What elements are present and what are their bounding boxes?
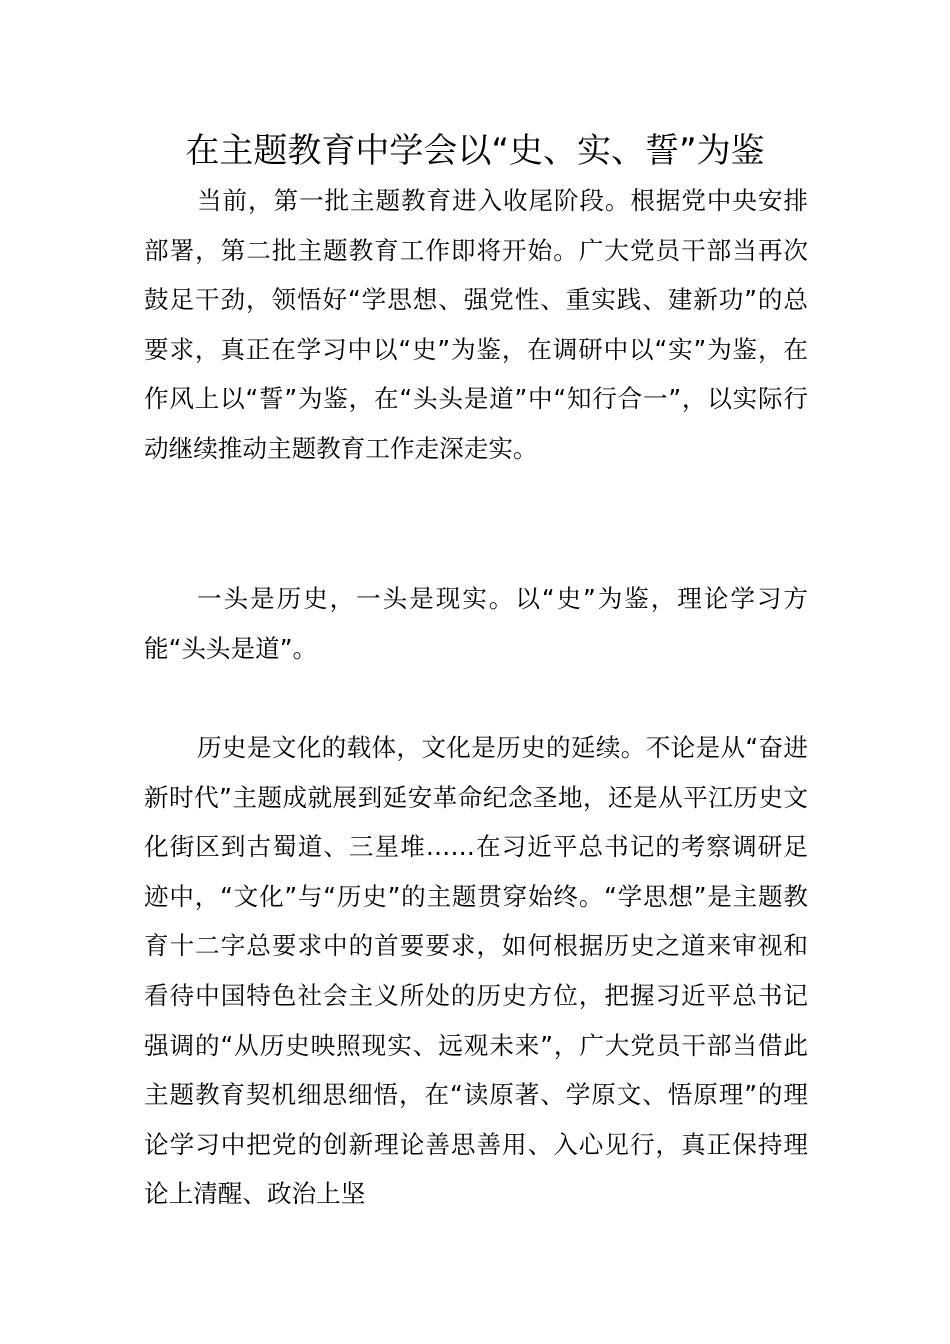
paragraph-history-heading: 一头是历史，一头是现实。以“史”为鉴，理论学习方能“头头是道”。 — [144, 584, 808, 663]
paragraph-intro: 当前，第一批主题教育进入收尾阶段。根据党中央安排部署，第二批主题教育工作即将开始。广大党员干部当再次鼓足干劲，领悟好“学思想、强党性、重实践、建新功”的总要求，真正在学习中以“史”为鉴，在调研中以“实”为鉴，在作风上以“誓”为鉴，在“头头是道”中“知行合一”，以实际行动继续推动主题教育工作走深走实。 — [144, 186, 808, 463]
document-title: 在主题教育中学会以“史、实、誓”为鉴 — [185, 131, 765, 171]
paragraph-history-body: 历史是文化的载体，文化是历史的延续。不论是从“奋进新时代”主题成就展到延安革命纪念圣地，还是从平江历史文化街区到古蜀道、三星堆……在习近平总书记的考察调研足迹中，“文化”与“历史”的主题贯穿始终。“学思想”是主题教育十二字总要求中的首要要求，如何根据历史之道来审视和看待中国特色社会主义所处的历史方位，把握习近平总书记强调的“从历史映照现实、远观未来”，广大党员干部当借此主题教育契机细思细悟，在“读原著、学原文、悟原理”的理论学习中把党的创新理论善思善用、入心见行，真正保持理论上清醒、政治上坚 — [144, 733, 808, 1209]
